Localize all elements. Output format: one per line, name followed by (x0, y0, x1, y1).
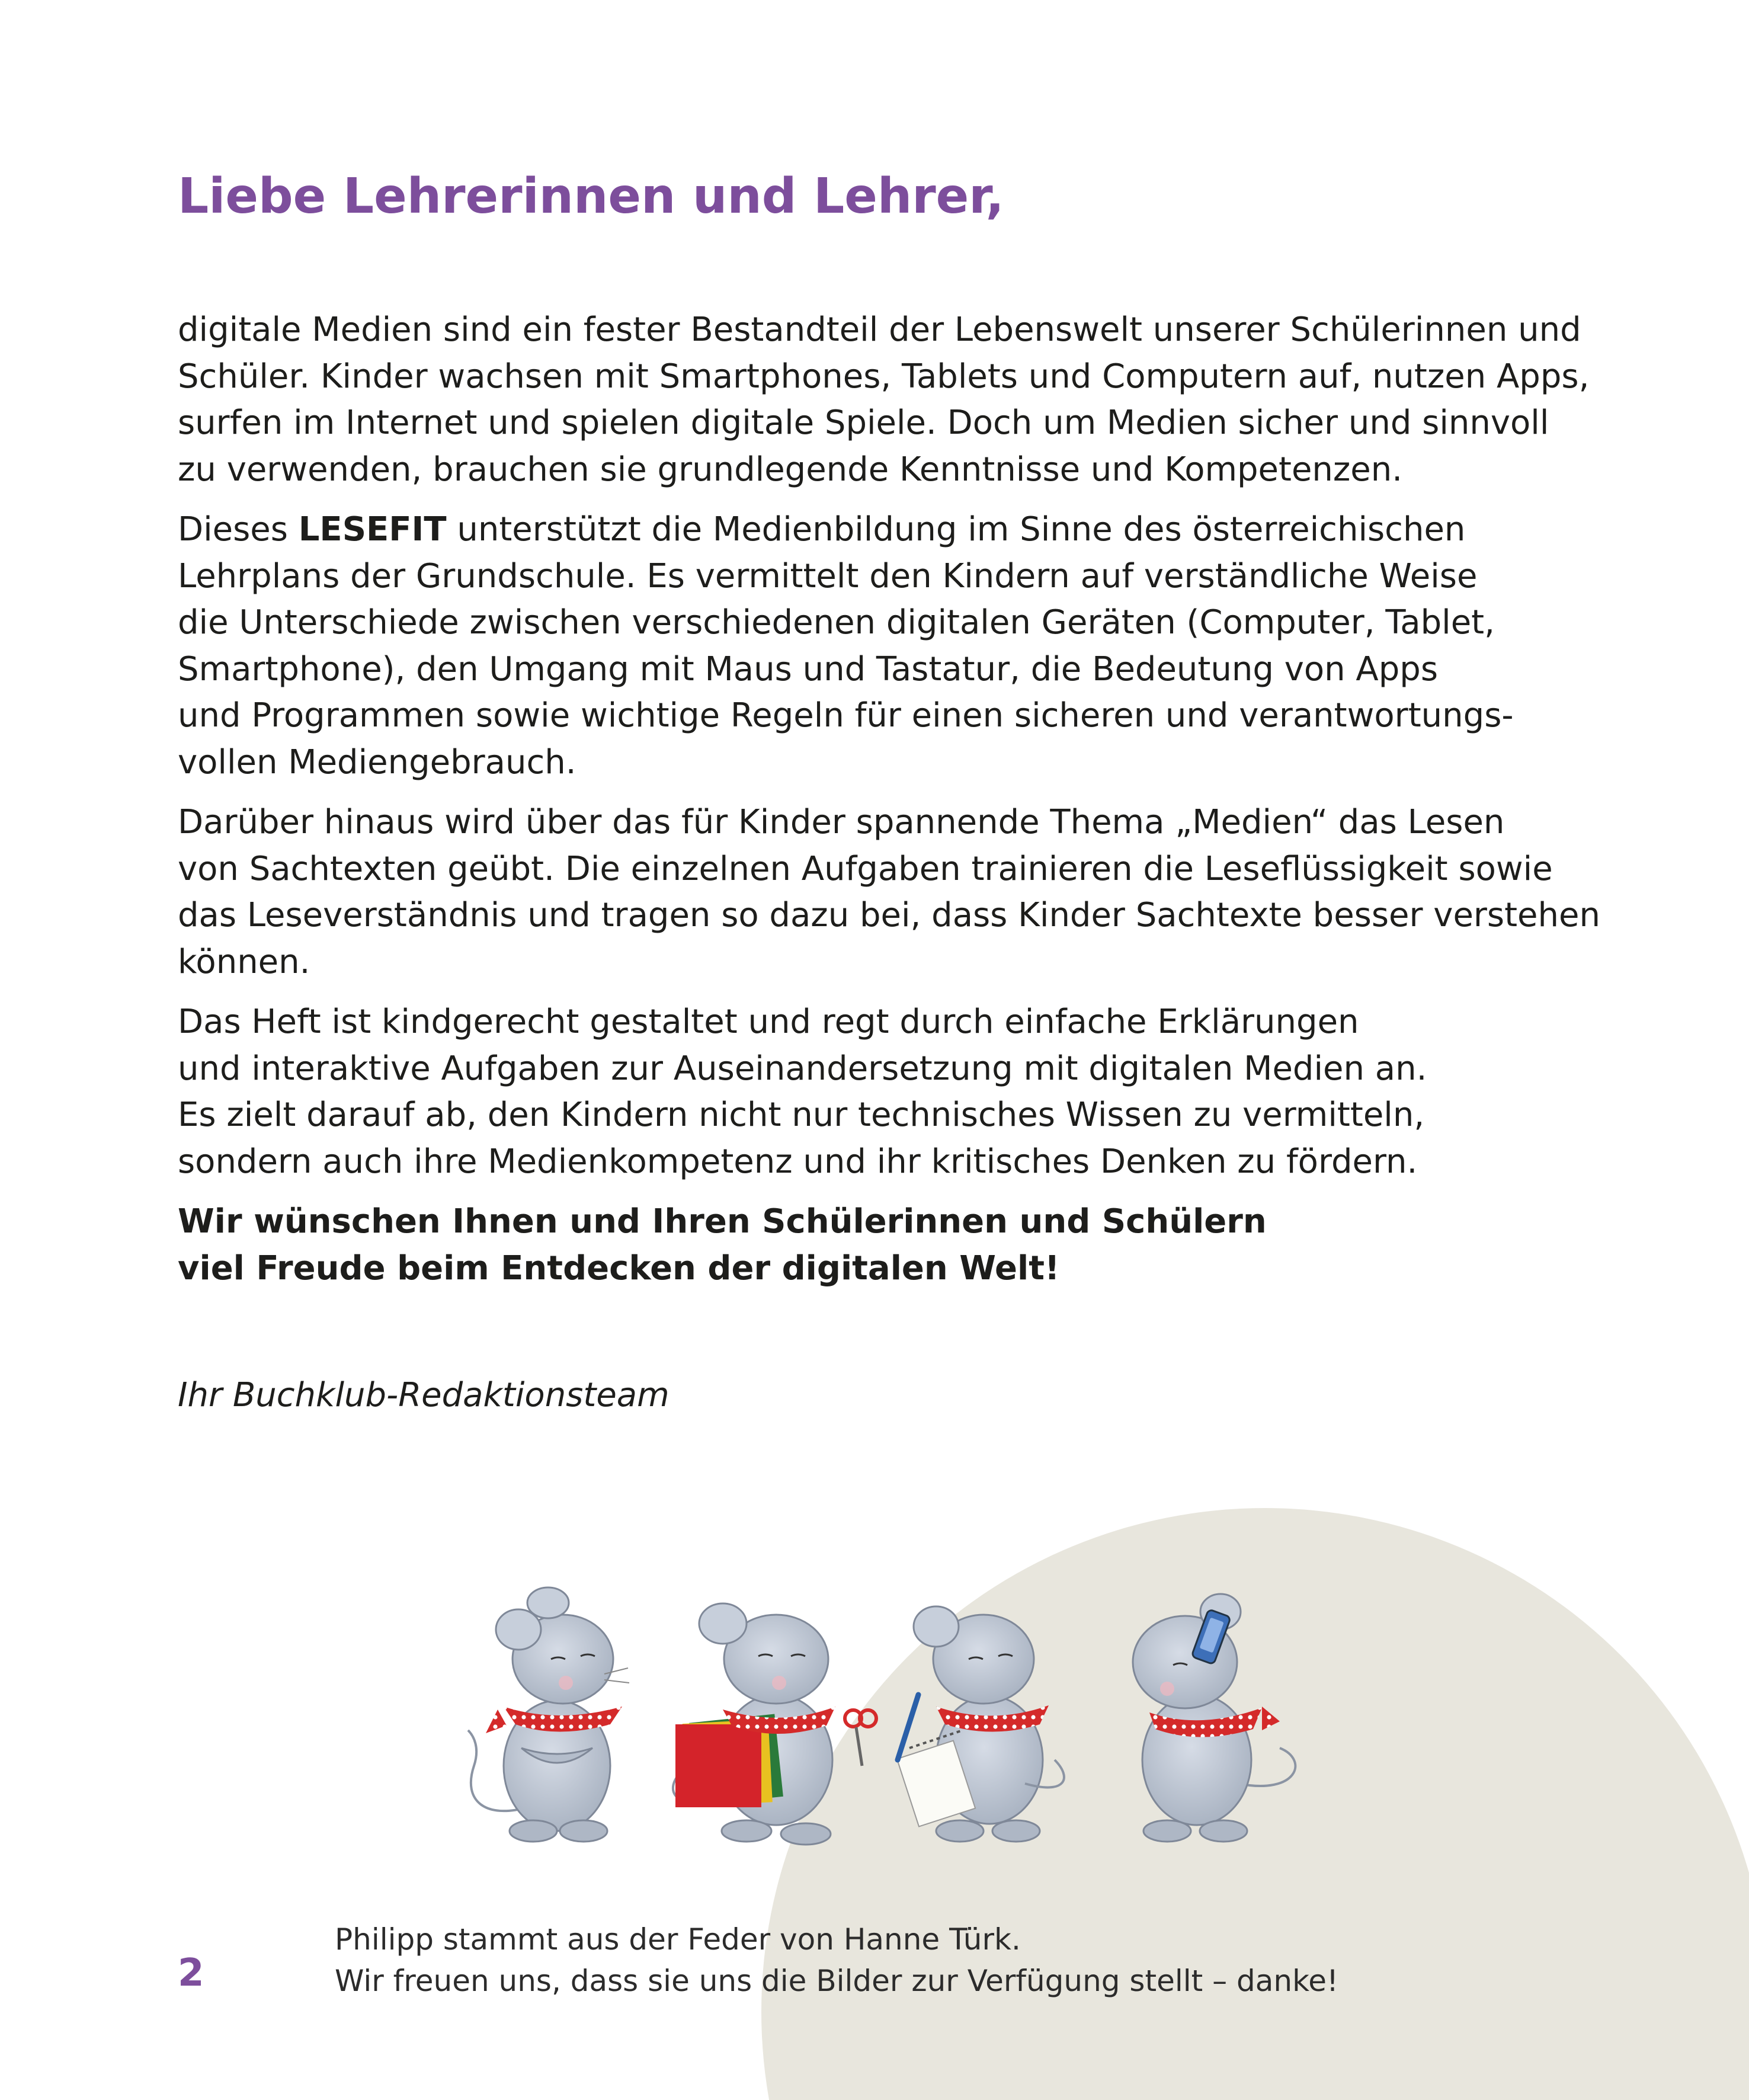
text-line: Smartphone), den Umgang mit Maus und Tastatur, die Bedeutung von Apps (178, 649, 1438, 689)
text-line: Schüler. Kinder wachsen mit Smartphones, Tablets und Computern auf, nutzen Apps, (178, 357, 1590, 396)
text-line: können. (178, 942, 310, 981)
mouse-with-paper (673, 1603, 876, 1845)
text-line: die Unterschiede zwischen verschiedenen digitalen Geräten (Computer, Tablet, (178, 603, 1495, 642)
text-line: und Programmen sowie wichtige Regeln für einen sicheren und verantwortungs- (178, 696, 1514, 735)
paragraph-3 (178, 799, 1612, 985)
scissors-icon (845, 1710, 876, 1766)
text-line: Darüber hinaus wird über das für Kinder spannende Thema „Medien“ das Lesen (178, 803, 1505, 841)
text-line: und interaktive Aufgaben zur Auseinandersetzung mit digitalen Medien an. (178, 1049, 1427, 1088)
text-line: Es zielt darauf ab, den Kindern nicht nur technisches Wissen zu vermitteln, (178, 1096, 1425, 1134)
credit-line: Philipp stammt aus der Feder von Hanne Türk. (335, 1922, 1021, 1957)
illustration-credit (335, 1919, 1338, 2002)
page-title: Liebe Lehrerinnen und Lehrer, (178, 168, 1004, 225)
text-line: zu verwenden, brauchen sie grundlegende Kenntnisse und Kompetenzen. (178, 450, 1403, 489)
closing-wish (178, 1199, 1612, 1292)
text-line: Wir wünschen Ihnen und Ihren Schülerinnen und Schülern (178, 1202, 1267, 1241)
text-line: von Sachtexten geübt. Die einzelnen Aufgaben trainieren die Leseflüssigkeit sowie (178, 849, 1553, 888)
text-line: digitale Medien sind ein fester Bestandteil der Lebenswelt unserer Schülerinnen und (178, 310, 1581, 349)
text-line: surfen im Internet und spielen digitale Spiele. Doch um Medien sicher und sinnvoll (178, 404, 1549, 442)
brand-name: LESEFIT (298, 510, 447, 549)
page-number: 2 (178, 1951, 204, 1995)
text-line: Das Heft ist kindgerecht gestaltet und regt durch einfache Erklärungen (178, 1003, 1359, 1041)
signature: Ihr Buchklub-Redaktionsteam (178, 1376, 670, 1414)
text-line (178, 507, 1612, 553)
text-line: vollen Mediengebrauch. (178, 742, 576, 782)
pen-icon (898, 1695, 918, 1760)
text-line: viel Freude beim Entdecken der digitalen Welt! (178, 1249, 1060, 1288)
mouse-on-phone (1133, 1594, 1295, 1842)
letter-body (178, 307, 1612, 1305)
mice-illustration (462, 1570, 1303, 1867)
mouse-arms-crossed (468, 1587, 629, 1842)
text-line: Lehrplans der Grundschule. Es vermittelt den Kindern auf verständliche Weise (178, 556, 1478, 596)
mouse-with-notepad (897, 1606, 1064, 1842)
text-line: sondern auch ihre Medienkompetenz und ihr kritisches Denken zu fördern. (178, 1142, 1418, 1181)
credit-line: Wir freuen uns, dass sie uns die Bilder zur Verfügung stellt – danke! (335, 1964, 1339, 1998)
intro-text: Dieses (178, 510, 299, 549)
intro-rest: unterstützt die Medienbildung im Sinne des österreichischen (446, 510, 1466, 549)
paragraph-4 (178, 999, 1612, 1185)
text-line: das Leseverständnis und tragen so dazu bei, dass Kinder Sachtexte besser verstehen (178, 896, 1600, 934)
paragraph-2 (178, 507, 1612, 786)
paragraph-1 (178, 307, 1612, 493)
